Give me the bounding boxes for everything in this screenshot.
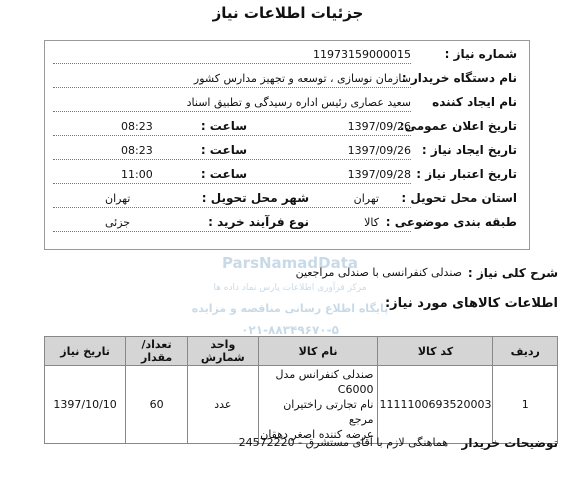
header-goods-name: نام کالا: [258, 337, 378, 366]
need-number-value: 11973159000015: [313, 48, 411, 61]
divider: [53, 159, 411, 160]
goods-name-line: عرضه کننده اصغر دهقان: [260, 428, 374, 441]
validity-time-value: 11:00: [121, 168, 153, 181]
header-goods-code: کد کالا: [378, 337, 493, 366]
cell-unit: عدد: [187, 366, 258, 444]
cell-need-date: 1397/10/10: [45, 366, 126, 444]
validity-time-label: ساعت :: [200, 167, 247, 181]
creation-date-label: تاریخ ایجاد نیاز :: [421, 143, 517, 157]
divider: [53, 87, 411, 88]
creator-label: نام ایجاد کننده: [432, 95, 517, 109]
buyer-notes-label: توضیحات خریدار: [461, 436, 558, 450]
province-label: استان محل تحویل :: [401, 191, 517, 205]
divider: [53, 63, 411, 64]
table-header-row: [45, 337, 558, 366]
header-unit: واحد شمارش: [187, 337, 258, 366]
announce-time-value: 08:23: [121, 120, 153, 133]
watermark-brand: ParsNamadData: [221, 254, 359, 272]
cell-row-number: 1: [493, 366, 558, 444]
header-row-number: ردیف: [493, 337, 558, 366]
summary-value: صندلی کنفرانسی با صندلی مراجعین: [295, 266, 462, 279]
cell-goods-name: [258, 366, 378, 444]
header-quantity: تعداد/ مقدار: [126, 337, 188, 366]
goods-table: [44, 336, 558, 444]
validity-date-value: 1397/09/28: [347, 168, 411, 181]
announce-date-value: 1397/09/26: [347, 120, 411, 133]
goods-section-title: اطلاعات کالاهای مورد نیاز:: [384, 296, 558, 311]
watermark-line2: پایگاه اطلاع رسانی مناقصه و مزایده: [191, 302, 389, 315]
creation-time-label: ساعت :: [200, 143, 247, 157]
divider: [53, 207, 411, 208]
summary-label: شرح کلی نیاز :: [467, 266, 558, 280]
watermark-logo: [180, 250, 400, 350]
category-label: طبقه بندی موضوعی :: [385, 215, 517, 229]
divider: [53, 135, 411, 136]
cell-goods-code: 1111100693520003: [378, 366, 493, 444]
category-value: کالا: [364, 216, 379, 229]
watermark-phone: ۰۲۱-۸۸۳۴۹۶۷۰-۵: [241, 323, 339, 337]
creation-time-value: 08:23: [121, 144, 153, 157]
header-need-date: تاریخ نیاز: [45, 337, 126, 366]
table-row: [45, 366, 558, 444]
divider: [53, 231, 411, 232]
buyer-value: سازمان نوسازی ، توسعه و تجهیز مدارس کشور: [193, 72, 411, 85]
process-label: نوع فرآیند خرید :: [208, 215, 309, 229]
validity-date-label: تاریخ اعتبار نیاز :: [416, 167, 517, 181]
cell-quantity: 60: [126, 366, 188, 444]
buyer-label: نام دستگاه خریدار :: [401, 71, 517, 85]
need-info-box: [44, 40, 530, 250]
creation-date-value: 1397/09/26: [347, 144, 411, 157]
announce-date-label: تاریخ اعلان عمومی:: [399, 119, 517, 133]
announce-time-label: ساعت :: [200, 119, 247, 133]
buyer-notes-value: هماهنگی لازم با آقای مستشرق - 24572220: [238, 436, 448, 449]
city-label: شهر محل تحویل :: [201, 191, 309, 205]
goods-name-line: نام تجارتی راختیران مرجع: [283, 398, 374, 426]
divider: [53, 111, 411, 112]
province-value: تهران: [353, 192, 379, 205]
page-title: جزئیات اطلاعات نیاز: [212, 4, 364, 22]
watermark-line1: مرکز فرآوری اطلاعات پارس نماد داده ها: [213, 283, 367, 293]
creator-value: سعید عصاری رئیس اداره رسیدگی و تطبیق اسناد: [186, 96, 411, 109]
goods-name-line: صندلی کنفرانس مدل C6000: [275, 368, 374, 396]
city-value: تهران: [105, 192, 131, 205]
need-number-label: شماره نیاز :: [444, 47, 517, 61]
divider: [53, 183, 411, 184]
process-value: جزئی: [105, 216, 131, 229]
